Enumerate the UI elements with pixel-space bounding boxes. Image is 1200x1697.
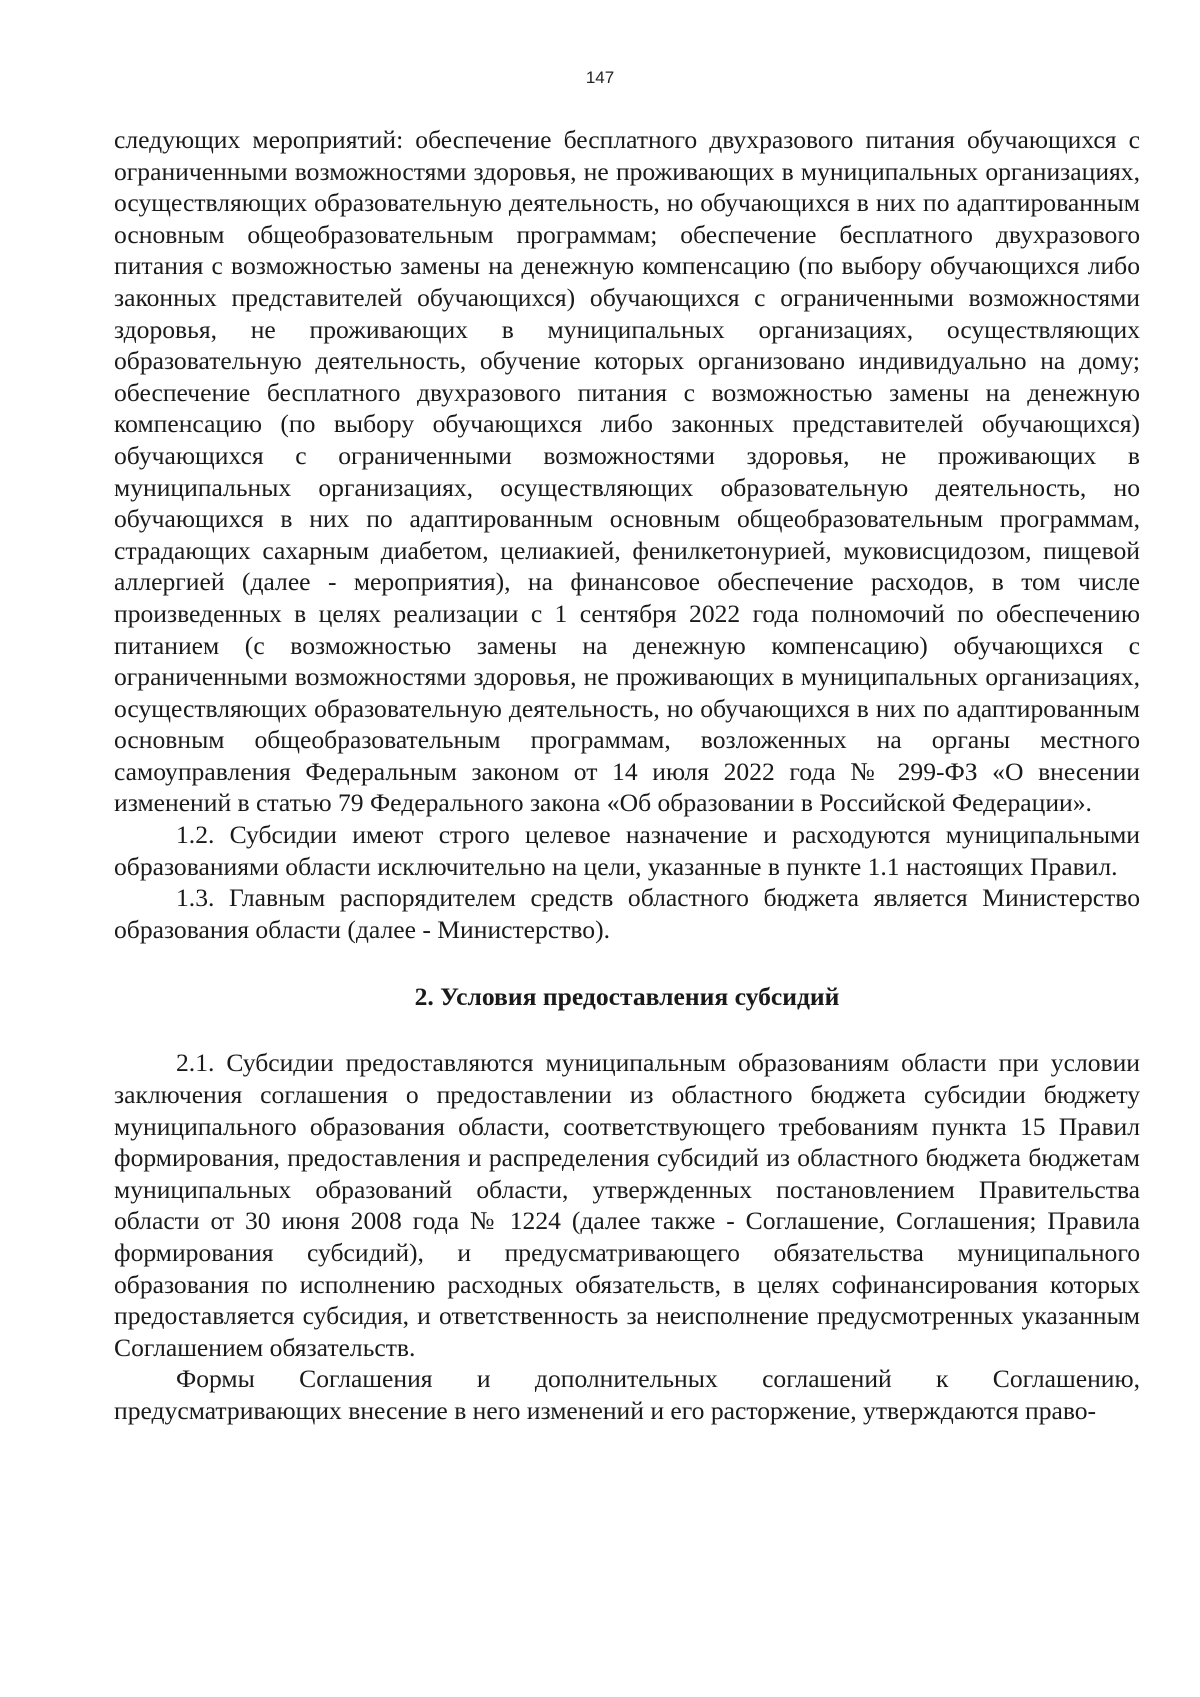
section-heading: 2. Условия предоставления субсидий	[414, 982, 840, 1012]
paragraph-intro: следующих мероприятий: обеспечение бесплатного двухразового питания обучающихся с ограниченными возможностями здоровья, не проживающих в муниципальных организациях, осуществляющих образовательную деятельность, но обучающихся в них по адаптированным основным общеобразовательным программам; обеспечение бесплатного двухразового питания с возможностью замены на денежную компенсацию (по выбору обучающихся либо законных представителей обучающихся) обучающихся с ограниченными возможностями здоровья, не проживающих в муниципальных организациях, осуществляющих образовательную деятельность, обучение которых организовано индивидуально на дому; обеспечение бесплатного двухразового питания с возможностью замены на денежную компенсацию (по выбору обучающихся либо законных представителей обучающихся) обучающихся с ограниченными возможностями здоровья, не проживающих в муниципальных организациях, осуществляющих образовательную деятельность, но обучающихся в них по адаптированным основным общеобразовательным программам, страдающих сахарным диабетом, целиакией, фенилкетонурией, муковисцидозом, пищевой аллергией (далее - мероприятия), на финансовое обеспечение расходов, в том числе произведенных в целях реализации с 1 сентября 2022 года полномочий по обеспечению питанием (с возможностью замены на денежную компенсацию) обучающихся с ограниченными возможностями здоровья, не проживающих в муниципальных организациях, осуществляющих образовательную деятельность, но обучающихся в них по адаптированным основным общеобразовательным программам, возложенных на органы местного самоуправления Федеральным законом от 14 июля 2022 года № 299-ФЗ «О внесении изменений в статью 79 Федерального закона «Об образовании в Российской Федерации».	[114, 125, 1140, 818]
paragraph-1-2: 1.2. Субсидии имеют строго целевое назначение и расходуются муниципальными образованиями области исключительно на цели, указанные в пункте 1.1 настоящих Правил.	[114, 820, 1140, 881]
paragraph-1-3: 1.3. Главным распорядителем средств областного бюджета является Министерство образования области (далее - Министерство).	[114, 883, 1140, 944]
body-text	[114, 124, 1140, 1427]
paragraph-2-1: 2.1. Субсидии предоставляются муниципальным образованиям области при условии заключения соглашения о предоставлении из областного бюджета субсидии бюджету муниципального образования области, соответствующего требованиям пункта 15 Правил формирования, предоставления и распределения субсидий из областного бюджета бюджетам муниципальных образований области, утвержденных постановлением Правительства области от 30 июня 2008 года № 1224 (далее также - Соглашение, Соглашения; Правила формирования субсидий), и предусматривающего обязательства муниципального образования по исполнению расходных обязательств, в целях софинансирования которых предоставляется субсидия, и ответственность за неисполнение предусмотренных указанным Соглашением обязательств.	[114, 1048, 1140, 1362]
page-number: 147	[585, 68, 615, 87]
paragraph-agreement-forms: Формы Соглашения и дополнительных соглашений к Соглашению, предусматривающих внесение в него изменений и его расторжение, утверждаются право-	[114, 1364, 1140, 1425]
